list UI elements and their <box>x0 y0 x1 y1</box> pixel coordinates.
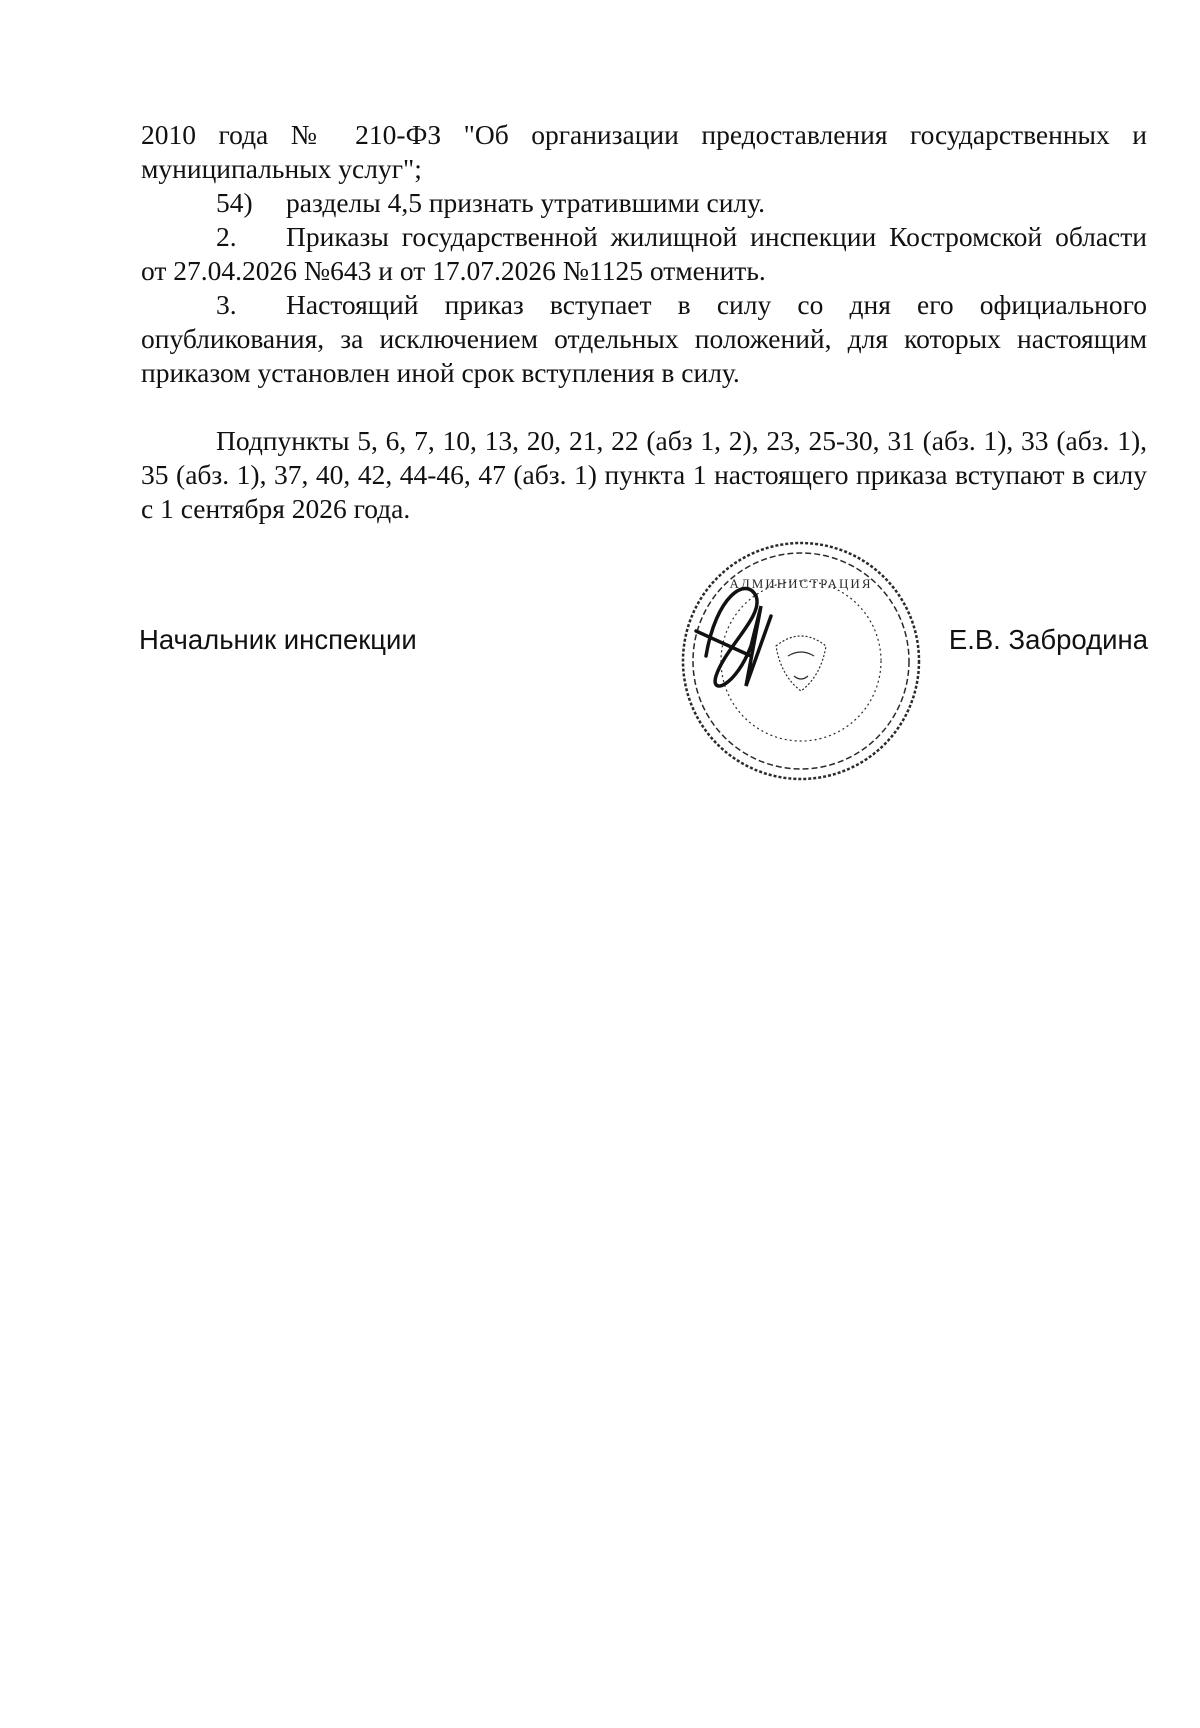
spacer <box>141 390 1147 424</box>
signatory-name: Е.В. Забродина <box>948 624 1148 655</box>
item-text: Настоящий приказ вступает в силу со дня его официального опубликования, за исключением отдельных положений, для которых настоящим приказом установлен иной срок вступления в силу. <box>141 289 1147 388</box>
official-seal-icon <box>676 536 926 786</box>
document-body <box>141 118 1147 526</box>
paragraph-continuation: 2010 года № 210-ФЗ "Об организации предоставления государственных и муниципальных услуг"; <box>141 119 1147 184</box>
paragraph-effective-dates: Подпункты 5, 6, 7, 10, 13, 20, 21, 22 (абз 1, 2), 23, 25-30, 31 (абз. 1), 33 (абз. 1), 35 (абз. 1), 37, 40, 42, 44-46, 47 (абз. 1) пункта 1 настоящего приказа вступают в силу с 1 сентября 2026 года. <box>141 425 1147 524</box>
list-item-3 <box>141 288 1147 390</box>
seal-text: АДМИНИСТРАЦИЯ <box>729 576 873 591</box>
list-item-54 <box>141 186 1147 220</box>
signatory-position: Начальник инспекции <box>139 624 417 655</box>
item-number: 54) <box>216 187 253 218</box>
item-text: разделы 4,5 признать утратившими силу. <box>286 187 766 218</box>
item-number: 3. <box>216 289 237 320</box>
item-number: 2. <box>216 221 237 252</box>
list-item-2 <box>141 220 1147 288</box>
item-text: Приказы государственной жилищной инспекции Костромской области от 27.04.2026 №643 и от 17.07.2026 №1125 отменить. <box>141 221 1147 286</box>
